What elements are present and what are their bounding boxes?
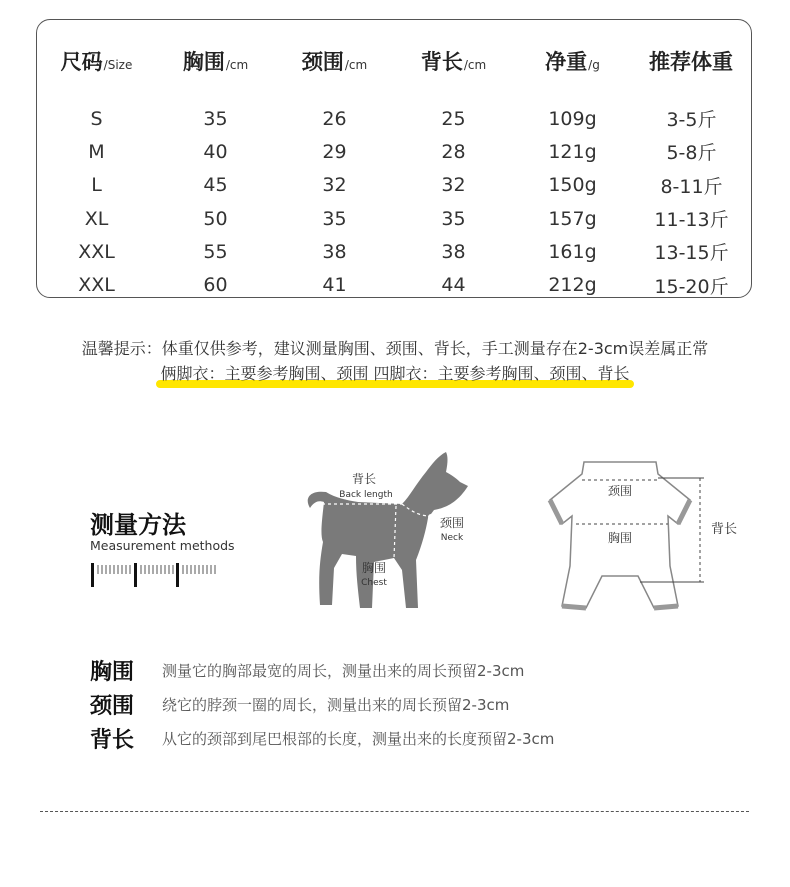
table-cell: 157g — [548, 207, 597, 230]
table-cell: L — [91, 174, 102, 197]
table-cell: 50 — [203, 207, 228, 230]
table-cell: 32 — [322, 174, 347, 197]
table-cell: 32 — [441, 174, 466, 197]
table-cell: 45 — [203, 174, 228, 197]
dashed-divider — [40, 811, 749, 812]
table-row — [37, 235, 751, 268]
measurement-name: 颈围 — [90, 693, 135, 719]
table-cell: 212g — [548, 274, 597, 297]
table-cell: 150g — [548, 174, 597, 197]
dog-chest-label-en: Chest — [361, 578, 387, 588]
table-cell: 44 — [441, 274, 466, 297]
table-cell: 38 — [322, 240, 347, 263]
method-title: 测量方法 — [90, 511, 186, 539]
table-cell: S — [90, 107, 103, 130]
garment-neck-label: 颈围 — [607, 484, 633, 498]
header-chest: 胸围/cm — [182, 50, 249, 74]
table-cell: XXL — [78, 274, 115, 297]
table-row — [37, 268, 751, 301]
table-cell: XXL — [78, 240, 115, 263]
table-cell: 5-8斤 — [666, 142, 717, 165]
dog-back-label-en: Back length — [339, 490, 393, 500]
table-cell: 60 — [203, 274, 228, 297]
header-net-weight: 净重/g — [545, 50, 600, 74]
header-size: 尺码/Size — [60, 50, 133, 74]
table-cell: 3-5斤 — [666, 109, 717, 132]
size-chart-box — [36, 19, 752, 298]
measurement-row-chest — [90, 653, 524, 687]
table-cell: 15-20斤 — [654, 275, 729, 298]
header-back-length: 背长/cm — [420, 50, 487, 74]
garment-chest-label: 胸围 — [607, 531, 633, 545]
table-cell: 35 — [322, 207, 347, 230]
table-cell: 25 — [441, 107, 466, 130]
table-cell: 8-11斤 — [660, 175, 723, 198]
table-cell: 55 — [203, 240, 228, 263]
dog-measurement-diagram — [298, 450, 478, 615]
measurement-row-neck — [90, 687, 509, 721]
dog-silhouette-icon — [308, 452, 468, 608]
table-cell: 13-15斤 — [654, 242, 729, 265]
table-cell: 29 — [322, 140, 347, 163]
measurement-row-back-length — [90, 721, 554, 755]
dog-neck-label-en: Neck — [440, 533, 464, 543]
garment-back-label: 背长 — [710, 522, 738, 537]
measurement-name: 背长 — [90, 727, 135, 753]
table-row — [37, 169, 751, 202]
header-recommended-weight: 推荐体重 — [649, 50, 733, 74]
table-cell: 41 — [322, 274, 347, 297]
table-cell: 38 — [441, 240, 466, 263]
garment-measurement-diagram — [540, 458, 750, 618]
table-cell: 109g — [548, 107, 597, 130]
table-cell: 26 — [322, 107, 347, 130]
ruler-icon — [90, 563, 216, 589]
size-chart-table — [37, 20, 751, 302]
table-cell: 11-13斤 — [654, 209, 729, 232]
tip-note: 温馨提示：体重仅供参考，建议测量胸围、颈围、背长，手工测量存在2-3cm误差属正常 — [81, 339, 709, 358]
method-subtitle: Measurement methods — [90, 538, 235, 553]
measurement-desc: 绕它的脖颈一圈的周长，测量出来的周长预留2-3cm — [162, 695, 510, 714]
table-row — [37, 102, 751, 135]
table-cell: M — [88, 140, 105, 163]
measurement-desc: 从它的颈部到尾巴根部的长度，测量出来的长度预留2-3cm — [162, 729, 555, 748]
measurement-desc: 测量它的胸部最宽的周长，测量出来的周长预留2-3cm — [162, 661, 525, 680]
table-cell: 40 — [203, 140, 228, 163]
highlighted-reference-text: 俩脚衣：主要参考胸围、颈围 四脚衣：主要参考胸围、颈围、背长 — [160, 361, 629, 384]
header-neck: 颈围/cm — [301, 50, 368, 74]
dog-back-label: 背长 — [351, 472, 377, 486]
measurement-name: 胸围 — [90, 659, 135, 685]
table-cell: 35 — [441, 207, 466, 230]
table-cell: 161g — [548, 240, 597, 263]
table-cell: 35 — [203, 107, 228, 130]
table-row — [37, 202, 751, 235]
dog-neck-label: 颈围 — [439, 516, 465, 530]
dog-chest-label: 胸围 — [361, 561, 387, 575]
tip-reference-note — [0, 361, 790, 384]
size-chart-header-row — [37, 20, 751, 102]
table-cell: XL — [84, 207, 109, 230]
table-row — [37, 135, 751, 168]
table-cell: 121g — [548, 140, 597, 163]
table-cell: 28 — [441, 140, 466, 163]
